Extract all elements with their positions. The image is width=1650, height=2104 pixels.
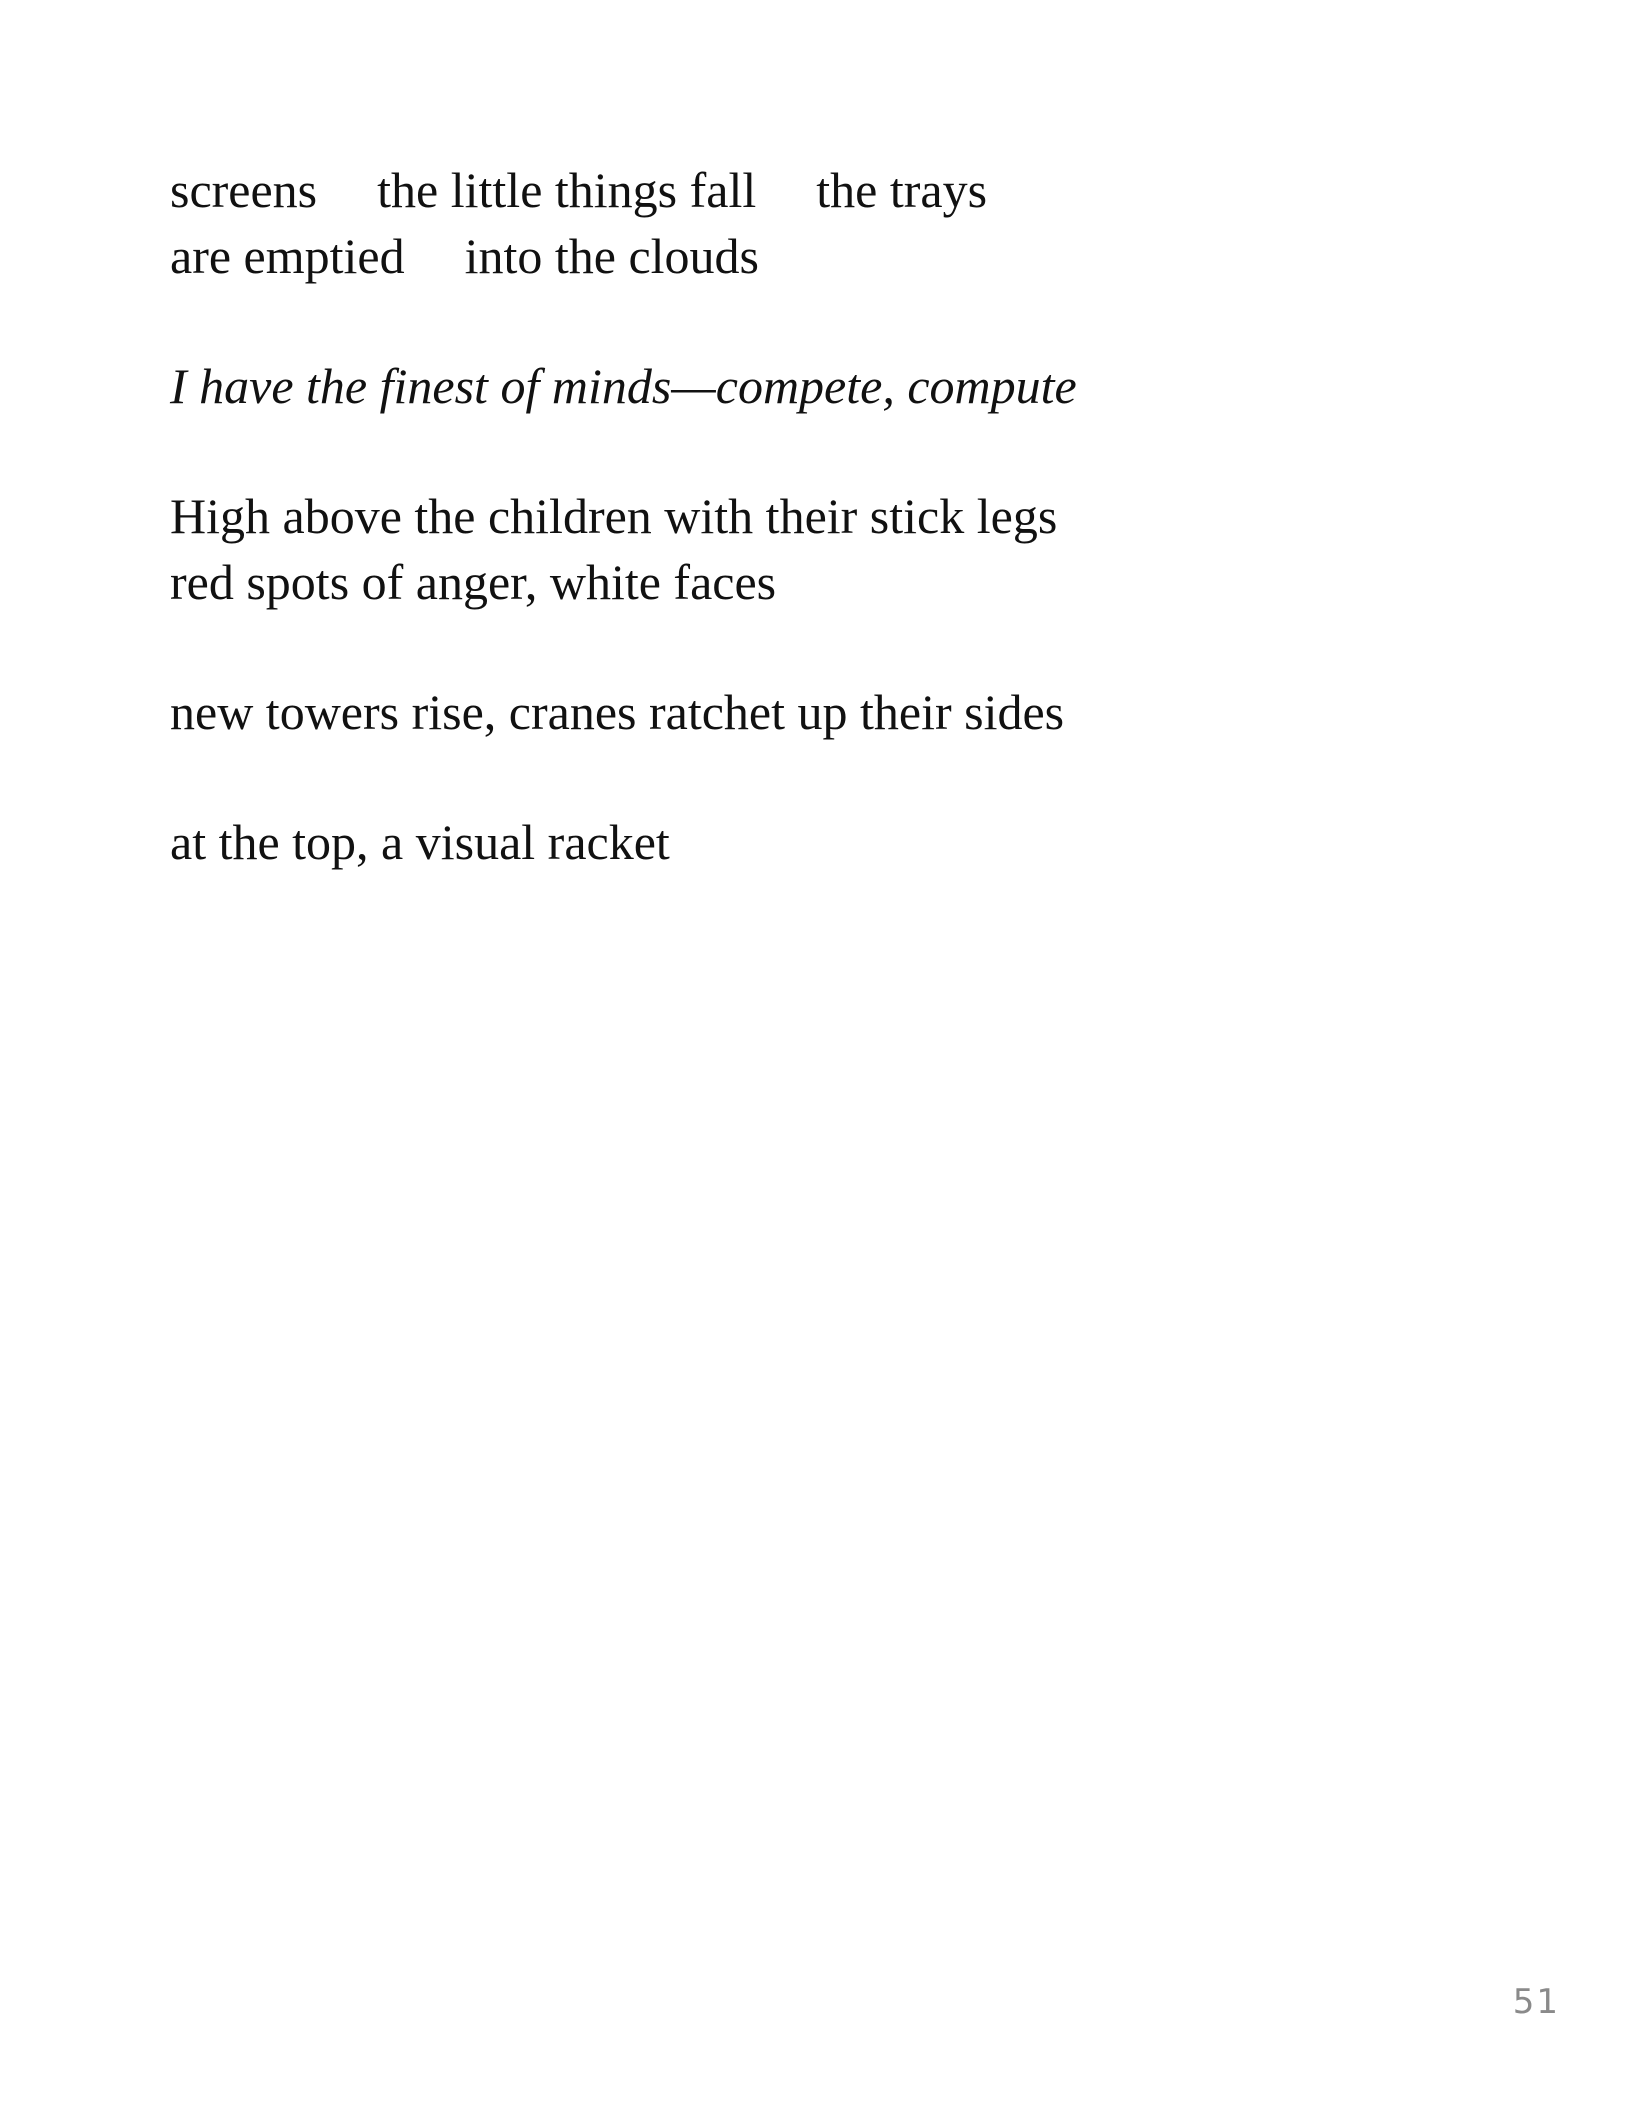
- line-segment: into the clouds: [464, 228, 760, 284]
- stanza-4: [170, 679, 1470, 745]
- poem-line: at the top, a visual racket: [170, 814, 670, 870]
- stanza-1: [170, 157, 1470, 289]
- poem-line: [170, 223, 1470, 289]
- line-segment: screens: [170, 162, 318, 218]
- poem-line-italic: I have the finest of minds—compete, compute: [170, 358, 1077, 414]
- poem-line: High above the children with their stick legs: [170, 488, 1058, 544]
- line-segment: the trays: [816, 162, 988, 218]
- line-segment: are emptied: [170, 228, 405, 284]
- poem-body: [170, 157, 1470, 875]
- page-number: 51: [1512, 1982, 1560, 2022]
- line-segment: the little things fall: [377, 162, 757, 218]
- stanza-3: [170, 483, 1470, 615]
- stanza-5: [170, 809, 1470, 875]
- poem-line: new towers rise, cranes ratchet up their sides: [170, 684, 1065, 740]
- poem-line: red spots of anger, white faces: [170, 554, 777, 610]
- poem-line: [170, 157, 1470, 223]
- stanza-2: [170, 353, 1470, 419]
